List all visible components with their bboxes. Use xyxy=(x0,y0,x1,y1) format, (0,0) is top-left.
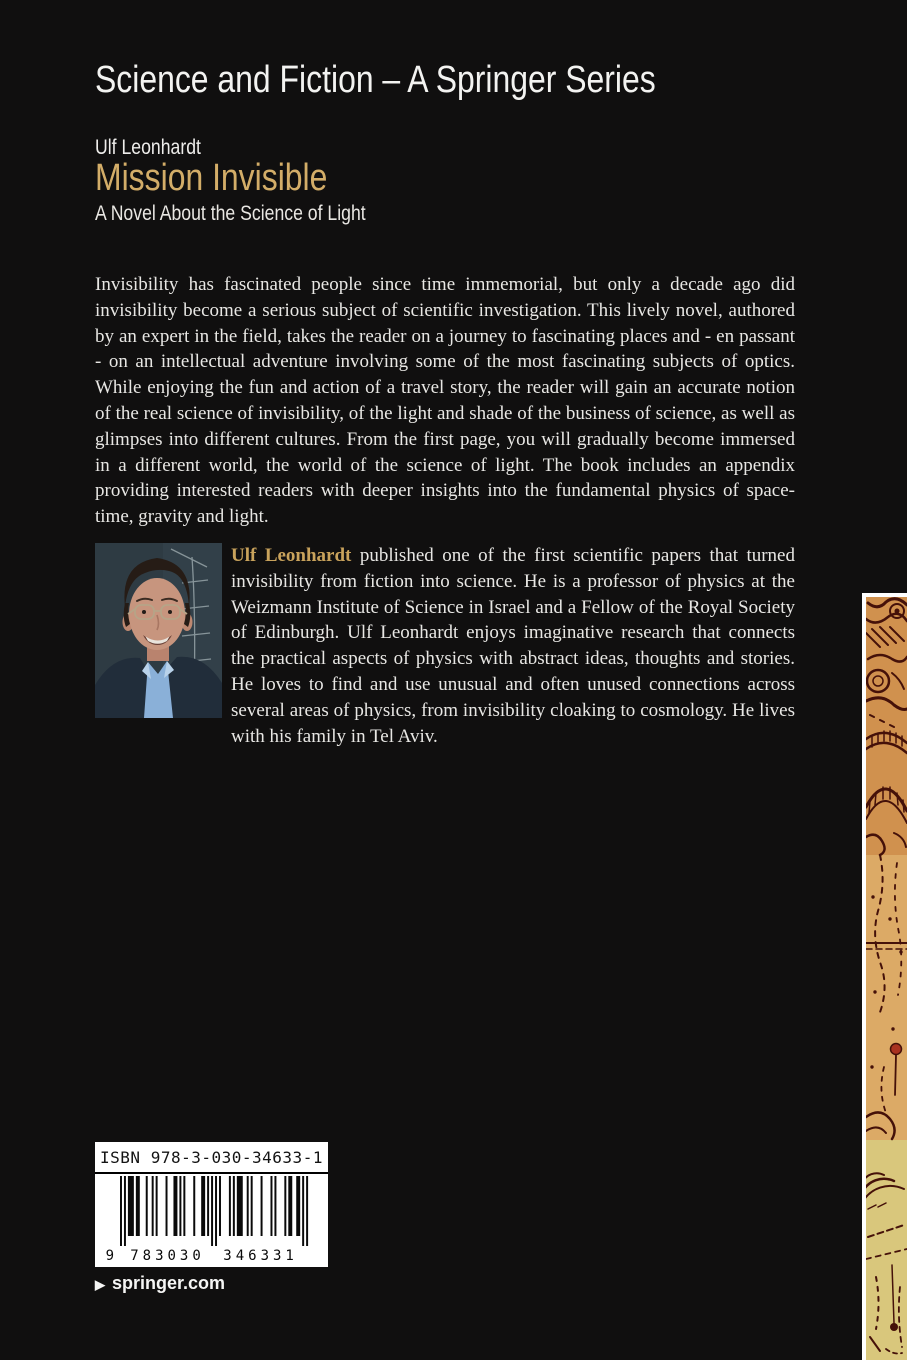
barcode-bar xyxy=(219,1176,221,1236)
barcode-bar xyxy=(201,1176,205,1236)
barcode-bar xyxy=(302,1176,304,1246)
barcode-bar xyxy=(247,1176,249,1236)
barcode-bar xyxy=(306,1176,308,1246)
barcode-bar xyxy=(215,1176,217,1246)
author-photo xyxy=(95,543,222,718)
series-title-text: Science and Fiction – A Springer Series xyxy=(95,59,656,101)
barcode-bar xyxy=(270,1176,272,1236)
isbn-barcode xyxy=(95,1174,328,1266)
author-bio-body: published one of the first scientific papers that turned invisibility from fiction into science. He is a professor of physics at the Weizmann Institute of Science in Israel and a Fellow of the Royal Society of Edinburgh. Ulf Leonhardt enjoys imaginative research that connects the practical aspects of physics with abstract ideas, thoughts and stories. He loves to find and use unusual and often unused connections across several areas of physics, from invisibility cloaking to cosmology. He lives with his family in Tel Aviv. xyxy=(231,545,795,747)
barcode-bar xyxy=(193,1176,195,1236)
barcode-bar xyxy=(211,1176,213,1246)
synopsis-text: Invisibility has fascinated people since time immemorial, but only a decade ago did invisibility become a serious subject of scientific investigation. This lively novel, authored by an expert in the field, takes the reader on a journey to fascinating places and - en passant - on an intellectual adventure involving some of the most fascinating subjects of optics. While enjoying the fun and action of a travel story, the reader will gain an accurate notion of the real science of invisibility, of the light and shade of the business of science, as well as glimpses into different cultures. From the first page, you will gradually become immersed in a different world, the world of the science of light. The book includes an appendix providing interested readers with deeper insights into the fundamental physics of space-time, gravity and light. xyxy=(95,274,795,528)
book-subtitle: A Novel About the Science of Light xyxy=(95,202,366,225)
author-bio-section xyxy=(95,543,795,749)
barcode-digits: 783030 xyxy=(130,1248,205,1264)
barcode-bar xyxy=(288,1176,292,1236)
barcode-bar xyxy=(120,1176,122,1246)
isbn-box xyxy=(95,1142,328,1267)
barcode-bar xyxy=(284,1176,286,1236)
author-bio-text xyxy=(231,543,795,749)
barcode-bar xyxy=(128,1176,134,1236)
barcode-bar xyxy=(274,1176,276,1236)
barcode-digits: 9 xyxy=(105,1248,114,1264)
barcode-bar xyxy=(152,1176,154,1236)
barcode-bar xyxy=(124,1176,126,1246)
barcode-bar xyxy=(146,1176,148,1236)
barcode-bar xyxy=(173,1176,177,1236)
barcode-bar xyxy=(166,1176,168,1236)
barcode-bar xyxy=(207,1176,209,1236)
arrow-icon: ▶ xyxy=(95,1277,105,1292)
artwork-image xyxy=(866,597,907,1360)
barcode-bar xyxy=(179,1176,181,1236)
barcode-bar xyxy=(136,1176,140,1236)
publisher-url: springer.com xyxy=(112,1273,226,1293)
barcode-bar xyxy=(156,1176,158,1236)
barcode-bar xyxy=(237,1176,243,1236)
barcode-bar xyxy=(251,1176,253,1236)
cover-artwork-strip xyxy=(862,593,907,1360)
isbn-label: ISBN 978-3-030-34633-1 xyxy=(100,1148,323,1167)
barcode-digits: 346331 xyxy=(223,1248,298,1264)
barcode-bar xyxy=(183,1176,185,1236)
barcode-bar xyxy=(261,1176,263,1236)
barcode-bar xyxy=(229,1176,231,1236)
publisher-line xyxy=(95,1273,225,1294)
barcode-bar xyxy=(296,1176,300,1236)
author-name: Ulf Leonhardt xyxy=(95,136,201,159)
series-title xyxy=(95,61,763,99)
author-bio-name: Ulf Leonhardt xyxy=(231,545,352,566)
book-title: Mission Invisible xyxy=(95,157,328,199)
barcode-bar xyxy=(233,1176,235,1236)
